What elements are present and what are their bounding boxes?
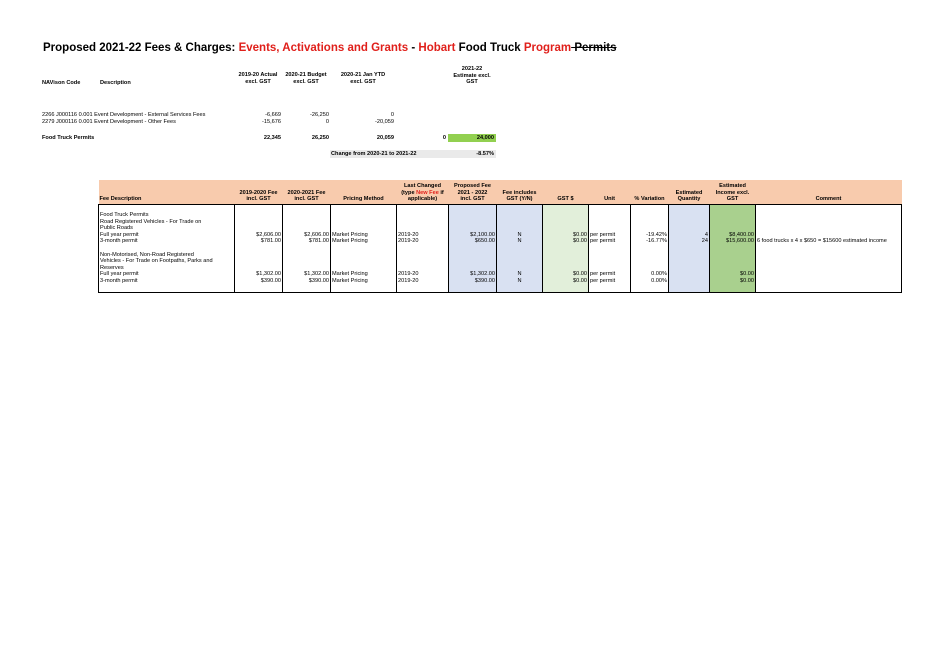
th-variation: % Variation bbox=[631, 180, 669, 205]
th-fee-includes-gst: Fee includes GST (Y/N) bbox=[497, 180, 543, 205]
cell-pricing-method: Market Pricing Market Pricing Market Pricing Market Pricing bbox=[331, 205, 397, 293]
summary-row-budget: -26,250 bbox=[310, 112, 329, 118]
summary-row-ytd: 0 bbox=[390, 112, 394, 118]
header-ytd: 2020-21 Jan YTD excl. GST bbox=[340, 72, 386, 85]
cell-estimated-quantity: 4 24 bbox=[669, 205, 710, 293]
summary-row-ytd: -20,059 bbox=[375, 119, 394, 125]
fee-table bbox=[98, 180, 902, 293]
cell-estimated-income: $8,400.00 $15,600.00 $0.00 $0.00 bbox=[710, 205, 756, 293]
th-pricing-method: Pricing Method bbox=[331, 180, 397, 205]
summary-row-budget: 0 bbox=[325, 119, 329, 125]
summary-row-code-desc: 2266 J000116 0.001 Event Development - External Services Fees bbox=[42, 112, 206, 118]
header-description: Description bbox=[100, 80, 131, 86]
title-events: Events, Activations and Grants bbox=[238, 42, 409, 54]
th-proposed-fee: Proposed Fee 2021 - 2022 incl. GST bbox=[449, 180, 497, 205]
th-comment: Comment bbox=[756, 180, 902, 205]
header-estimate: 2021-22 Estimate excl. GST bbox=[453, 66, 491, 86]
cell-gst-amount: $0.00 $0.00 $0.00 $0.00 bbox=[543, 205, 589, 293]
th-last-changed: Last Changed (type New Fee if applicable) bbox=[397, 180, 449, 205]
cell-comment: 6 food trucks x 4 x $650 = $15600 estimated income bbox=[756, 205, 902, 293]
change-value: -8.57% bbox=[476, 151, 494, 157]
cell-unit: per permit per permit per permit per permit bbox=[589, 205, 631, 293]
total-zero: 0 bbox=[442, 135, 446, 141]
cell-last-changed: 2019-20 2019-20 2019-20 2019-20 bbox=[397, 205, 449, 293]
title-hobart: Hobart bbox=[418, 42, 456, 54]
change-label: Change from 2020-21 to 2021-22 bbox=[331, 151, 417, 157]
th-unit: Unit bbox=[589, 180, 631, 205]
title-program: Program bbox=[523, 42, 572, 54]
fee-table-header bbox=[99, 180, 902, 205]
table-row bbox=[99, 205, 902, 293]
header-navision-code: NAVison Code bbox=[42, 80, 81, 86]
summary-row-code-desc: 2279 J000116 0.001 Event Development - Other Fees bbox=[42, 119, 176, 125]
cell-descriptions: Food Truck Permits Road Registered Vehicles - For Trade on Public Roads Full year permit 3-month permit Non-Motorised, Non-Road Registered Vehicles - For Trade on Footpaths, Parks and Reserves Full year permit 3-month permit bbox=[99, 205, 235, 293]
total-ytd: 20,059 bbox=[376, 135, 394, 141]
total-label: Food Truck Permits bbox=[42, 135, 95, 141]
total-estimate: 24,000 bbox=[476, 135, 494, 141]
cell-gst-included: N N N N bbox=[497, 205, 543, 293]
page-title: Proposed 2021-22 Fees & Charges: Events, Activations and Grants - Hobart Food Truck Program Permits bbox=[43, 42, 617, 54]
th-fee-2019: 2019-2020 Fee incl. GST bbox=[235, 180, 283, 205]
total-actual: 22,345 bbox=[263, 135, 281, 141]
cell-variation: -19.42% -16.77% 0.00% 0.00% bbox=[631, 205, 669, 293]
total-budget: 26,250 bbox=[311, 135, 329, 141]
th-fee-2020: 2020-2021 Fee incl. GST bbox=[283, 180, 331, 205]
header-actual: 2019-20 Actual excl. GST bbox=[238, 72, 278, 85]
title-permits-struck: Permits bbox=[571, 42, 617, 54]
th-gst: GST $ bbox=[543, 180, 589, 205]
summary-row-actual: -15,676 bbox=[262, 119, 281, 125]
cell-proposed-fee: $2,100.00 $650.00 $1,302.00 $390.00 bbox=[449, 205, 497, 293]
th-estimated-quantity: Estimated Quantity bbox=[669, 180, 710, 205]
cell-fee-2019: $2,606.00 $781.00 $1,302.00 $390.00 bbox=[235, 205, 283, 293]
th-estimated-income: Estimated Income excl. GST bbox=[710, 180, 756, 205]
header-budget: 2020-21 Budget excl. GST bbox=[285, 72, 327, 85]
summary-row-actual: -6,669 bbox=[265, 112, 281, 118]
th-fee-description: Fee Description bbox=[99, 180, 235, 205]
cell-fee-2020: $2,606.00 $781.00 $1,302.00 $390.00 bbox=[283, 205, 331, 293]
